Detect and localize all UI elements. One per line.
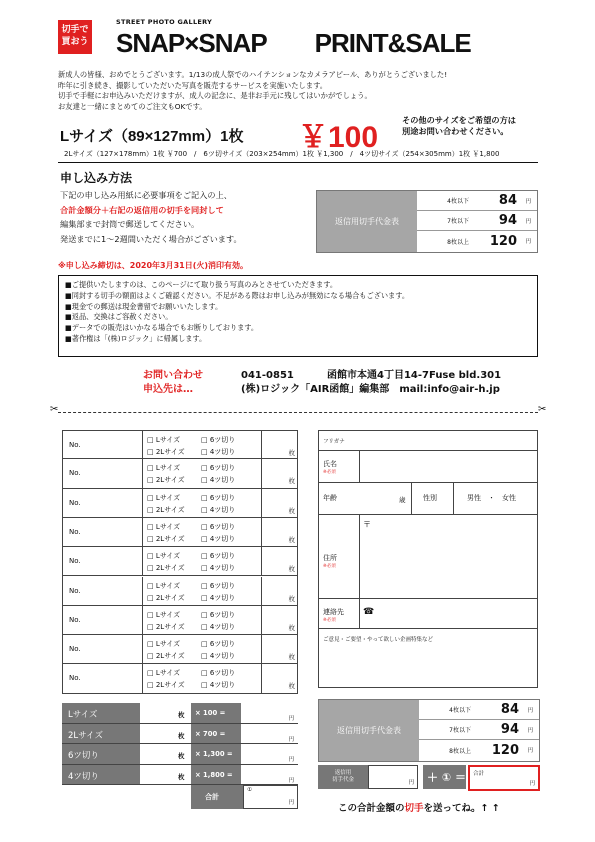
order-mai: 枚 bbox=[288, 682, 295, 691]
contact-company: (株)ロジック「AIR函館」編集部 bbox=[241, 384, 390, 395]
return-postage-total-label bbox=[318, 765, 368, 789]
calc-row bbox=[62, 744, 298, 765]
comments-label: ご意見・ご要望・やって欲しい企画特集など bbox=[323, 637, 434, 643]
order-mai: 枚 bbox=[288, 653, 295, 662]
order-mai: 枚 bbox=[288, 623, 295, 632]
divider bbox=[411, 483, 412, 514]
calc-size: Lサイズ bbox=[62, 703, 140, 723]
calc-yen: 円 bbox=[288, 716, 294, 722]
order-row[interactable] bbox=[62, 664, 298, 693]
total-label-line: 返信用 bbox=[334, 770, 352, 776]
postage-cond: 7枚以下 bbox=[447, 218, 469, 225]
postage-cond: 7枚以下 bbox=[449, 727, 471, 734]
apply-line: 発送までに1～2週間いただく場合がございます。 bbox=[60, 233, 242, 244]
calc-yen: 円 bbox=[288, 757, 294, 763]
postage-value: 84 bbox=[500, 702, 519, 717]
apply-to-label: 申込先は… bbox=[143, 384, 193, 395]
calc-row bbox=[62, 724, 298, 745]
address-label: 住所 bbox=[323, 554, 337, 562]
phone-row[interactable] bbox=[319, 599, 537, 629]
grand-total-input[interactable] bbox=[468, 765, 540, 791]
postage-unit: 円 bbox=[525, 239, 531, 245]
divider bbox=[359, 515, 360, 629]
order-no-label: No. bbox=[63, 606, 143, 634]
footer-text: この合計金額の bbox=[338, 803, 405, 814]
order-no-label: No. bbox=[63, 518, 143, 546]
order-row[interactable] bbox=[62, 459, 298, 488]
calc-mai: 枚 bbox=[178, 731, 185, 740]
apply-line: 下記の申し込み用紙に必要事項をご記入の上、 bbox=[60, 190, 232, 200]
calc-mult: × 700 = bbox=[191, 724, 241, 744]
calc-yen: 円 bbox=[288, 736, 294, 743]
order-row[interactable] bbox=[62, 635, 298, 664]
divider bbox=[261, 577, 262, 605]
order-mai: 枚 bbox=[288, 535, 295, 544]
option-lsize[interactable]: □ Lサイズ bbox=[147, 610, 181, 619]
apply-heading: 申し込み方法 bbox=[60, 171, 133, 185]
intro-line: 昨年に引き続き、撮影していただいた写真を販売するサービスを実施いたします。 bbox=[58, 80, 328, 90]
postage-row bbox=[419, 720, 539, 740]
lsize-price: ￥100 bbox=[298, 121, 379, 154]
option-6giri[interactable]: □ 6ツ切り bbox=[201, 464, 236, 473]
return-postage-table-2 bbox=[318, 699, 540, 762]
furigana-label: フリガナ bbox=[323, 439, 345, 445]
return-postage-input[interactable] bbox=[368, 765, 418, 789]
postage-unit: 円 bbox=[527, 707, 533, 714]
deadline-notice: ※申し込み締切は、2020年3月31日(火)消印有効。 bbox=[58, 261, 249, 270]
postage-value: 94 bbox=[500, 722, 519, 737]
calc-size: 6ツ切り bbox=[62, 744, 140, 764]
option-lsize[interactable]: □ Lサイズ bbox=[147, 493, 181, 502]
contact-zip: 041-0851 bbox=[241, 370, 294, 381]
option-6giri[interactable]: □ 6ツ切り bbox=[201, 552, 236, 561]
badge-line-1: 切手で bbox=[61, 25, 89, 35]
badge-stamp bbox=[58, 20, 92, 54]
option-lsize[interactable]: □ Lサイズ bbox=[147, 640, 181, 649]
order-mai: 枚 bbox=[288, 506, 295, 515]
calc-mai: 枚 bbox=[178, 711, 185, 719]
option-4giri[interactable]: □ 4ツ切り bbox=[201, 448, 236, 456]
postage-cond: 8枚以上 bbox=[449, 747, 471, 755]
divider bbox=[261, 635, 262, 663]
calc-mult: × 100 = bbox=[191, 703, 241, 723]
footer-instruction bbox=[338, 800, 500, 814]
postage-value: 94 bbox=[498, 213, 517, 228]
calc-mult: × 1,300 = bbox=[191, 744, 241, 764]
age-unit: 歳 bbox=[399, 496, 406, 504]
required-mark: ※必須 bbox=[323, 618, 336, 623]
divider bbox=[261, 547, 262, 575]
subtotal-yen: 円 bbox=[288, 800, 294, 806]
return-postage-label: 返信用切手代金表 bbox=[317, 191, 417, 252]
divider bbox=[261, 459, 262, 487]
scissors-icon: ✂ bbox=[538, 404, 547, 415]
calc-mai: 枚 bbox=[178, 772, 185, 781]
footer-text: を送ってね。↑ ↑ bbox=[423, 803, 500, 814]
grand-total-label: 合計 bbox=[473, 771, 485, 777]
subtotal bbox=[191, 785, 298, 809]
subtotal-box[interactable] bbox=[243, 785, 298, 809]
contact-block bbox=[143, 369, 501, 397]
footer-highlight: 切手 bbox=[404, 803, 424, 814]
circle-one-mark: ① bbox=[247, 787, 252, 793]
order-no-label: No. bbox=[63, 489, 143, 517]
postage-row bbox=[417, 231, 537, 251]
gender-options[interactable]: 男性 ・ 女性 bbox=[467, 494, 516, 502]
divider bbox=[261, 664, 262, 692]
postage-row bbox=[419, 740, 539, 760]
postage-cond: 8枚以上 bbox=[447, 238, 469, 246]
option-2lsize[interactable]: □ 2Lサイズ bbox=[147, 593, 185, 602]
calc-row bbox=[62, 765, 298, 786]
note-item: ■ 返品、交換はご容赦ください。 bbox=[65, 312, 531, 323]
subtotal-label: 合計 bbox=[191, 785, 243, 809]
divider bbox=[261, 489, 262, 517]
order-row[interactable] bbox=[62, 547, 298, 576]
option-6giri[interactable]: □ 6ツ切り bbox=[201, 522, 236, 531]
comments-row[interactable] bbox=[319, 629, 537, 687]
divider bbox=[359, 451, 360, 483]
calc-size: 2Lサイズ bbox=[62, 724, 140, 744]
option-2lsize[interactable]: □ 2Lサイズ bbox=[147, 681, 185, 690]
postal-mark-icon: 〒 bbox=[363, 520, 371, 529]
other-note-line: その他のサイズをご希望の方は bbox=[402, 115, 516, 125]
order-row[interactable] bbox=[62, 430, 298, 459]
order-no-label: No. bbox=[63, 664, 143, 692]
required-mark: ※必須 bbox=[323, 564, 336, 569]
intro-line: 新成人の皆様、おめでとうございます。1/13の成人祭でのハイテンションなカメラアピール、ありがとうございました! bbox=[58, 70, 448, 79]
order-no-label: No. bbox=[63, 577, 143, 605]
calc-mai: 枚 bbox=[178, 752, 185, 760]
scissors-icon: ✂ bbox=[50, 404, 59, 415]
option-4giri[interactable]: □ 4ツ切り bbox=[201, 593, 236, 602]
phone-icon: ☎ bbox=[363, 607, 375, 617]
order-mai: 枚 bbox=[288, 594, 295, 603]
phone-label: 連絡先 bbox=[323, 608, 344, 616]
cut-line bbox=[58, 412, 538, 413]
option-6giri[interactable]: □ 6ツ切り bbox=[201, 581, 236, 590]
order-row[interactable] bbox=[62, 489, 298, 518]
contact-mail[interactable]: mail:info@air-h.jp bbox=[399, 384, 500, 395]
note-item: ■ 著作権は「(株)ロジック」に帰属します。 bbox=[65, 334, 531, 345]
option-4giri[interactable]: □ 4ツ切り bbox=[201, 564, 236, 573]
option-2lsize[interactable]: □ 2Lサイズ bbox=[147, 476, 185, 485]
option-2lsize[interactable]: □ 2Lサイズ bbox=[147, 622, 185, 631]
apply-instructions bbox=[60, 188, 242, 246]
order-row[interactable] bbox=[62, 518, 298, 547]
order-row[interactable] bbox=[62, 606, 298, 635]
order-no-label: No. bbox=[63, 547, 143, 575]
order-mai: 枚 bbox=[288, 449, 295, 457]
order-mai: 枚 bbox=[288, 477, 295, 486]
postage-unit: 円 bbox=[525, 218, 531, 225]
option-2lsize[interactable]: □ 2Lサイズ bbox=[147, 564, 185, 573]
option-6giri[interactable]: □ 6ツ切り bbox=[201, 640, 236, 649]
name-label: 氏名 bbox=[323, 460, 337, 468]
option-lsize[interactable]: □ Lサイズ bbox=[147, 436, 181, 444]
option-lsize[interactable]: □ Lサイズ bbox=[147, 669, 181, 678]
postage-row bbox=[417, 211, 537, 231]
grand-total-yen: 円 bbox=[529, 781, 535, 787]
note-item: ■ 現金での郵送は現金書留でお願いいたします。 bbox=[65, 302, 531, 313]
postage-cond: 4枚以下 bbox=[447, 198, 469, 205]
postage-cond: 4枚以下 bbox=[449, 707, 471, 714]
return-postage-table bbox=[316, 190, 538, 253]
contact-address: 函館市本通4丁目14-7Fuse bld.301 bbox=[327, 370, 502, 381]
option-4giri[interactable]: □ 4ツ切り bbox=[201, 652, 236, 661]
gallery-label: STREET PHOTO GALLERY bbox=[116, 18, 213, 26]
badge-line-2: 買おう bbox=[61, 37, 89, 47]
contact-label: お問い合わせ bbox=[143, 370, 203, 381]
title-right: PRINT&SALE bbox=[314, 28, 471, 58]
postage-value: 120 bbox=[489, 233, 517, 249]
lsize-label: Lサイズ（89×127mm）1枚 bbox=[60, 128, 244, 145]
calc-yen: 円 bbox=[288, 777, 294, 784]
postage-row bbox=[417, 191, 537, 211]
order-mai: 枚 bbox=[288, 565, 295, 574]
page-title bbox=[116, 28, 471, 59]
age-gender-row bbox=[319, 483, 537, 515]
divider bbox=[261, 431, 262, 458]
total-operator: ＋ ① ＝ bbox=[423, 765, 466, 789]
title-left: SNAP×SNAP bbox=[116, 28, 267, 58]
option-2lsize[interactable]: □ 2Lサイズ bbox=[147, 505, 185, 514]
intro-text bbox=[58, 70, 447, 112]
option-2lsize[interactable]: □ 2Lサイズ bbox=[147, 448, 185, 456]
option-6giri[interactable]: □ 6ツ切り bbox=[201, 669, 236, 678]
other-note-line: 別途お問い合わせください。 bbox=[402, 126, 509, 136]
divider bbox=[453, 483, 454, 514]
option-4giri[interactable]: □ 4ツ切り bbox=[201, 505, 236, 514]
personal-form bbox=[318, 430, 538, 688]
intro-line: お友達と一緒にまとめてのご注文もOKです。 bbox=[58, 101, 207, 111]
postage-unit: 円 bbox=[527, 748, 533, 754]
option-lsize[interactable]: □ Lサイズ bbox=[147, 581, 181, 590]
calc-row bbox=[62, 703, 298, 724]
option-lsize[interactable]: □ Lサイズ bbox=[147, 464, 181, 473]
furigana-row[interactable] bbox=[319, 431, 537, 451]
size-price-list: 2Lサイズ（127×178mm）1枚 ￥700 / 6ツ切サイズ（203×254mm）1枚 ￥1,300 / 4ツ切サイズ（254×305mm）1枚 ￥1,800 bbox=[64, 150, 500, 158]
apply-line: 編集部まで封筒で郵送してください。 bbox=[60, 219, 200, 229]
age-label: 年齢 bbox=[323, 494, 337, 502]
option-2lsize[interactable]: □ 2Lサイズ bbox=[147, 534, 185, 543]
option-lsize[interactable]: □ Lサイズ bbox=[147, 552, 181, 561]
divider bbox=[261, 606, 262, 634]
option-6giri[interactable]: □ 6ツ切り bbox=[201, 493, 236, 502]
note-item: ■ データでの販売はいかなる場合でもお断りしております。 bbox=[65, 323, 531, 334]
order-no-label: No. bbox=[63, 635, 143, 663]
calc-size: 4ツ切り bbox=[62, 765, 140, 785]
postage-value: 84 bbox=[498, 193, 517, 208]
apply-line-highlight: 合計金額分＋右記の返信用の切手を同封して bbox=[60, 204, 224, 215]
option-lsize[interactable]: □ Lサイズ bbox=[147, 522, 181, 531]
divider bbox=[58, 162, 538, 163]
postage-unit: 円 bbox=[525, 198, 531, 205]
required-mark: ※必須 bbox=[323, 470, 336, 475]
notes-box bbox=[58, 275, 538, 357]
note-item: ■ 同封する切手の額面はよくご確認ください。不足がある際はお申し込みが無効になる場合もございます。 bbox=[65, 291, 531, 302]
total-label-line: 切手代金 bbox=[331, 777, 354, 783]
address-row[interactable] bbox=[319, 515, 537, 599]
total-yen: 円 bbox=[408, 780, 414, 786]
option-4giri[interactable]: □ 4ツ切り bbox=[201, 534, 236, 543]
name-row[interactable] bbox=[319, 451, 537, 483]
postage-row bbox=[419, 700, 539, 720]
option-4giri[interactable]: □ 4ツ切り bbox=[201, 681, 236, 690]
order-row[interactable] bbox=[62, 577, 298, 606]
note-item: ■ ご提供いたしますのは、このページにて取り扱う写真のみとさせていただきます。 bbox=[65, 280, 531, 291]
order-no-label: No. bbox=[63, 459, 143, 487]
calc-mult: × 1,800 = bbox=[191, 765, 241, 785]
option-2lsize[interactable]: □ 2Lサイズ bbox=[147, 652, 185, 661]
return-postage-label: 返信用切手代金表 bbox=[319, 700, 419, 761]
other-sizes-note bbox=[402, 115, 516, 137]
postage-unit: 円 bbox=[527, 727, 533, 734]
option-4giri[interactable]: □ 4ツ切り bbox=[201, 476, 236, 485]
postage-value: 120 bbox=[491, 742, 519, 758]
option-4giri[interactable]: □ 4ツ切り bbox=[201, 622, 236, 631]
order-no-label: No. bbox=[63, 431, 143, 458]
gender-label: 性別 bbox=[423, 494, 437, 502]
divider bbox=[261, 518, 262, 546]
option-6giri[interactable]: □ 6ツ切り bbox=[201, 436, 236, 444]
option-6giri[interactable]: □ 6ツ切り bbox=[201, 610, 236, 619]
intro-line: 切手で手軽にお申込みいただけますが、成人の記念に、是非お手元に残してはいかがでしょう。 bbox=[58, 91, 372, 100]
